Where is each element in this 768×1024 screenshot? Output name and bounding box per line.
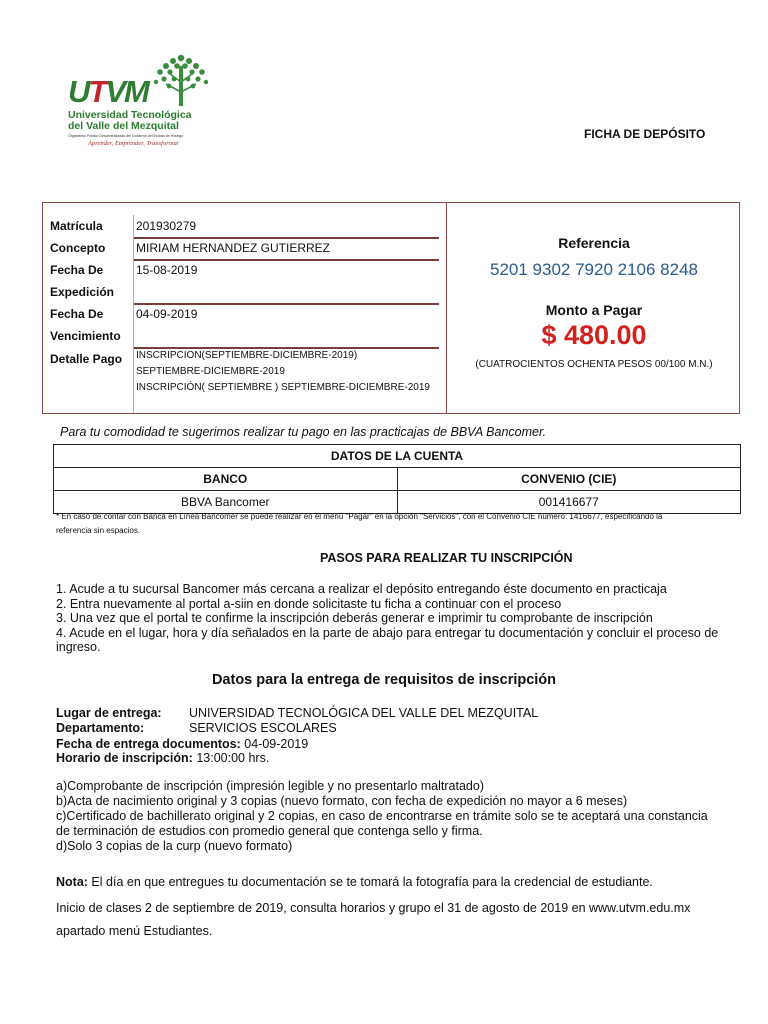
horario-value: 13:00:00 hrs. [196, 751, 270, 765]
requirement-item: de terminación de estudios con promedio general que contenga sello y firma. [56, 824, 483, 838]
matricula-label: Matrícula [50, 219, 103, 233]
utvm-logo [66, 52, 216, 152]
step-item: ingreso. [56, 640, 101, 654]
logo-mark: UTVM [68, 74, 148, 109]
bank-column-header: BANCO [54, 468, 398, 491]
note-line-2: referencia sin espacios. [56, 526, 141, 535]
cie-column-header: CONVENIO (CIE) [397, 468, 741, 491]
delivery-title: Datos para la entrega de requisitos de inscripción [211, 672, 557, 688]
step-item: 3. Una vez que el portal te confirme la inscripción deberás generar e imprimir tu comprobante de inscripción [56, 611, 653, 625]
deposit-info-box [42, 202, 740, 414]
concepto-value: MIRIAM HERNANDEZ GUTIERREZ [136, 241, 331, 255]
logo-name-line1: Universidad Tecnológica [68, 109, 192, 121]
fecha-expedicion-label-2: Expedición [50, 285, 115, 299]
requirement-item: a)Comprobante de inscripción (impresión legible y no presentarlo maltratado) [56, 779, 484, 793]
step-item: 4. Acude en el lugar, hora y día señalados en la parte de abajo para entregar tu documentación y concluir el proceso de [56, 625, 719, 640]
fecha-entrega-row [56, 737, 308, 752]
note-line-1: * En caso de contar con Banca en Línea Bancomer se puede realizar en el menú "Pagar" en la opción "Servicios", con el Convenio CIE número: 1416677, especificando la [56, 512, 663, 521]
step-item: 2. Entra nuevamente al portal a-siin en donde solicitaste tu ficha a continuar con el proceso [56, 596, 562, 611]
concepto-label: Concepto [50, 241, 106, 255]
nota-label: Nota: [56, 875, 88, 889]
online-banking-note [56, 510, 756, 538]
account-table [53, 444, 741, 514]
payment-suggestion: Para tu comodidad te sugerimos realizar tu pago en las practicajas de BBVA Bancomer. [60, 425, 547, 439]
departamento-value: SERVICIOS ESCOLARES [189, 721, 337, 735]
fecha-expedicion-label-1: Fecha De [50, 263, 104, 277]
departamento-label: Departamento: [56, 721, 145, 735]
requirement-item: c)Certificado de bachillerato original y 2 copias, en caso de encontrarse en trámite solo se te aceptará una constancia [56, 809, 708, 823]
matricula-value: 201930279 [136, 219, 197, 233]
fecha-entrega-label: Fecha de entrega documentos: [56, 737, 241, 751]
horario-label: Horario de inscripción: [56, 751, 193, 765]
logo-subtitle: Organismo Público Descentralizado del Gobierno del Estado de Hidalgo [68, 134, 183, 138]
monto-label: Monto a Pagar [545, 302, 643, 318]
referencia-label: Referencia [558, 235, 630, 251]
fecha-vencimiento-value: 04-09-2019 [136, 307, 198, 321]
horario-row [56, 751, 269, 766]
detalle-pago-line-3: INSCRIPCIÓN( SEPTIEMBRE ) SEPTIEMBRE-DICIEMBRE-2019 [136, 382, 430, 393]
inicio-line-2: apartado menú Estudiantes. [56, 924, 213, 938]
detalle-pago-line-1: INSCRIPCION(SEPTIEMBRE-DICIEMBRE-2019) [136, 350, 358, 361]
document-title: FICHA DE DEPÓSITO [584, 127, 706, 141]
requirements-list [56, 779, 756, 854]
fecha-expedicion-value: 15-08-2019 [136, 263, 198, 277]
lugar-row [56, 706, 162, 721]
referencia-number: 5201 9302 7920 2106 8248 [490, 260, 698, 279]
requirement-item: d)Solo 3 copias de la curp (nuevo formato) [56, 839, 293, 853]
departamento-row [56, 721, 144, 736]
account-table-title: DATOS DE LA CUENTA [54, 445, 741, 468]
step-item: 1. Acude a tu sucursal Bancomer más cercana a realizar el depósito entregando éste documento en practicaja [56, 582, 667, 596]
steps-list [56, 582, 756, 655]
cie-value: 001416677 [397, 491, 741, 514]
bank-value: BBVA Bancomer [54, 491, 398, 514]
nota-text: El día en que entregues tu documentación se te tomará la fotografía para la credencial de estudiante. [87, 875, 653, 889]
fecha-entrega-value: 04-09-2019 [244, 737, 309, 751]
steps-title: PASOS PARA REALIZAR TU INSCRIPCIÓN [320, 551, 573, 565]
logo-name-line2: del Valle del Mezquital [68, 120, 179, 132]
detalle-pago-line-2: SEPTIEMBRE-DICIEMBRE-2019 [136, 366, 285, 377]
lugar-value: UNIVERSIDAD TECNOLÓGICA DEL VALLE DEL MEZQUITAL [189, 706, 539, 720]
monto-value: $ 480.00 [541, 320, 647, 350]
requirement-item: b)Acta de nacimiento original y 3 copias (nuevo formato, con fecha de expedición no mayor a 6 meses) [56, 794, 628, 808]
logo-motto: Aprender, Emprender, Transformar [88, 140, 180, 147]
column-divider [133, 215, 134, 413]
fecha-vencimiento-label-1: Fecha De [50, 307, 104, 321]
inicio-paragraph [56, 897, 756, 943]
monto-in-words: (CUATROCIENTOS OCHENTA PESOS 00/100 M.N.) [475, 359, 713, 370]
fecha-vencimiento-label-2: Vencimiento [50, 329, 121, 343]
nota-paragraph [56, 875, 756, 889]
lugar-label: Lugar de entrega: [56, 706, 162, 720]
inicio-line-1: Inicio de clases 2 de septiembre de 2019, consulta horarios y grupo el 31 de agosto de 2019 en www.utvm.edu.mx [56, 901, 691, 915]
detalle-pago-label: Detalle Pago [50, 352, 123, 366]
